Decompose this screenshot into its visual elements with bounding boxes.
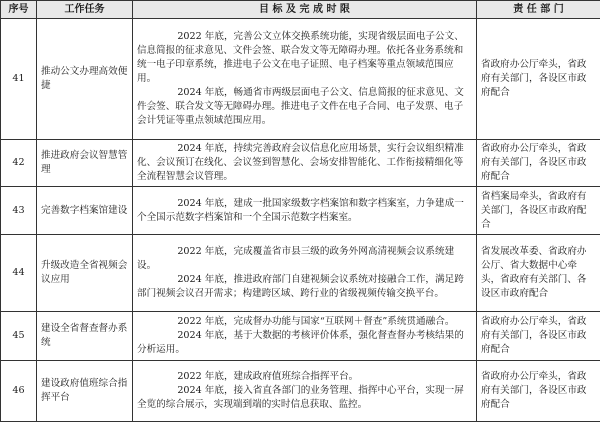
row-goal bbox=[133, 312, 477, 361]
row-seq: 42 bbox=[1, 140, 37, 187]
row-task: 推进政府会议智慧管理 bbox=[37, 140, 133, 187]
row-goal bbox=[133, 140, 477, 187]
header-seq: 序号 bbox=[1, 1, 37, 19]
goal-paragraph: 2024 年底，推进政府部门自建视频会议系统对接融合工作，满足跨部门视频会议召开需求；构建跨区域、跨行业的省级视频传输交换平台。 bbox=[137, 273, 472, 301]
goal-paragraph: 2024 年底，建成一批国家级数字档案馆和数字档案室，力争建成一个全国示范数字档案馆和一个全国示范数字档案室。 bbox=[137, 197, 472, 225]
header-task: 工作任务 bbox=[37, 1, 133, 19]
row-dept: 省政府办公厅牵头，省政府有关部门，各设区市政府配合 bbox=[477, 140, 600, 187]
header-row bbox=[1, 1, 600, 19]
row-task: 升级改造全省视频会议应用 bbox=[37, 235, 133, 312]
row-task: 建设政府值班综合指挥平台 bbox=[37, 361, 133, 422]
row-goal bbox=[133, 19, 477, 140]
goal-paragraph: 2024 年底，接入省直各部门的业务管理、指挥中心平台，实现一屏全览的综合展示，实现端到端的实时信息获取、监控。 bbox=[137, 384, 472, 412]
row-dept: 省档案局牵头，省政府有关部门，各设区市政府配合 bbox=[477, 187, 600, 235]
goal-paragraph: 2022 年底，完成覆盖省市县三级的政务外网高清视频会议系统建设。 bbox=[137, 245, 472, 273]
table-row bbox=[1, 140, 600, 187]
row-goal bbox=[133, 235, 477, 312]
header-goal: 目 标 及 完 成 时 限 bbox=[133, 1, 477, 19]
row-seq: 43 bbox=[1, 187, 37, 235]
row-dept: 省政府办公厅牵头，省政府有关部门，各设区市政府配合 bbox=[477, 19, 600, 140]
row-dept: 省政府办公厅牵头，省政府有关部门，各设区市政府配合 bbox=[477, 312, 600, 361]
row-goal bbox=[133, 361, 477, 422]
row-dept: 省政府办公厅牵头，省政府有关部门，各设区市政府配合 bbox=[477, 361, 600, 422]
header-dept: 责 任 部 门 bbox=[477, 1, 600, 19]
row-seq: 46 bbox=[1, 361, 37, 422]
table-row bbox=[1, 187, 600, 235]
table-row bbox=[1, 312, 600, 361]
table-row bbox=[1, 19, 600, 140]
goal-paragraph: 2024 年底，畅通省市两级层面电子公文、信息简报的征求意见、文件会签、联合发文等无障碍办理。推进电子文件在电子合同、电子发票、电子会计凭证等重点领域范围应用。 bbox=[137, 86, 472, 128]
table-row bbox=[1, 235, 600, 312]
row-task: 推动公文办理高效便捷 bbox=[37, 19, 133, 140]
goal-paragraph: 2022 年底，完善公文立体交换系统功能，实现省级层面电子公文、信息简报的征求意见、文件会签、联合发文等无障碍办理。依托各业务系统和统一电子印章系统，推进电子公文在电子证照、电子档案等重点领域范围应用。 bbox=[137, 30, 472, 86]
row-seq: 44 bbox=[1, 235, 37, 312]
goal-paragraph: 2024 年底，基于大数据的考核评价体系，强化督查督办考核结果的分析运用。 bbox=[137, 329, 472, 357]
row-dept: 省发展改革委、省政府办公厅、省大数据中心牵头，省政府有关部门、各设区市政府配合 bbox=[477, 235, 600, 312]
goal-paragraph: 2022 年底，建成政府值班综合指挥平台。 bbox=[137, 370, 472, 384]
goal-paragraph: 2022 年底，完成督办功能与国家“互联网＋督查”系统贯通融合。 bbox=[137, 315, 472, 329]
table-row bbox=[1, 361, 600, 422]
row-task: 完善数字档案馆建设 bbox=[37, 187, 133, 235]
row-seq: 41 bbox=[1, 19, 37, 140]
row-task: 建设全省督查督办系统 bbox=[37, 312, 133, 361]
row-goal bbox=[133, 187, 477, 235]
goal-paragraph: 2024 年底，持续完善政府会议信息化应用场景，实行会议组织精准化、会议预订在线化、会议签到智慧化、会场安排智能化、工作衔接精细化等全流程智慧会议管理。 bbox=[137, 142, 472, 184]
row-seq: 45 bbox=[1, 312, 37, 361]
